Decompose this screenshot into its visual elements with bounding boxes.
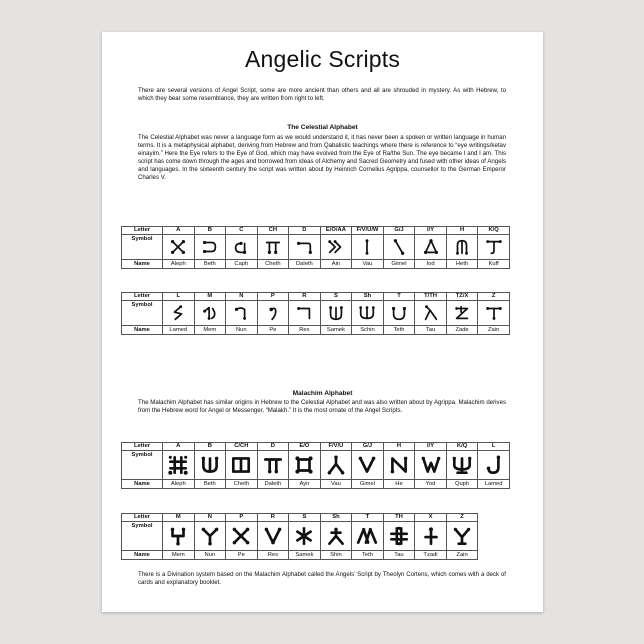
letter-cell: Z [446,514,478,522]
u-bar-icon [199,454,221,476]
name-cell: Tau [415,326,447,335]
malachim-table-2 [121,513,510,560]
letter-cell: N [226,293,258,301]
name-cell: Tau [383,551,415,560]
letter-row-label: Letter [122,443,163,451]
letter-row [122,443,510,451]
r-angle-icon [295,304,313,322]
letter-cell: E/O [289,443,321,451]
symbol-row-label: Symbol [122,522,163,551]
letter-cell: L [163,293,195,301]
letter-cell: E/O/AA [320,227,352,235]
name-cell: Beth [194,260,226,269]
celestial-table-2 [121,292,510,335]
letter-cell: G/J [352,443,384,451]
double-box-icon [230,454,252,476]
vertical-bar-icon [358,238,376,256]
name-cell: Cheth [226,480,258,489]
triangle-dots-icon [422,238,440,256]
name-row [122,551,510,560]
name-cell: Ain [320,260,352,269]
letter-cell: B [194,227,226,235]
letter-cell: R [289,293,321,301]
letter-cell: F/V/U/W [352,227,384,235]
letter-cell: Z [478,293,510,301]
letter-cell: CH [257,227,289,235]
name-cell: Quph [446,480,478,489]
symbol-cell [352,451,384,480]
pi-dots-icon [264,238,282,256]
s-loop-icon [327,304,345,322]
name-row-label: Name [122,551,163,560]
z-loop-icon [485,304,503,322]
page-title: Angelic Scripts [244,46,401,72]
letter-cell: I/Y [415,443,447,451]
symbol-row-label: Symbol [122,301,163,326]
name-cell: Gimel [383,260,415,269]
trident-icon [358,304,376,322]
v-hook-icon [356,454,378,476]
symbol-cell [352,301,384,326]
letter-cell: D [289,227,321,235]
name-row-label: Name [122,260,163,269]
symbol-cell [194,451,226,480]
symbol-cell [226,235,258,260]
name-cell: Teth [352,551,384,560]
zigzag-icon [169,304,187,322]
name-cell: Vau [352,260,384,269]
celestial-table-1 [121,226,510,269]
letter-cell: K/Q [478,227,510,235]
symbol-cell [415,301,447,326]
empty-cell [478,522,510,551]
letter-cell: C/CH [226,443,258,451]
name-cell: Mem [163,551,195,560]
letter-cell: H [446,227,478,235]
lambda-foot-icon [325,454,347,476]
name-cell: Daleth [289,260,321,269]
symbol-cell [226,451,258,480]
symbol-cell [257,451,289,480]
name-cell: Kuff [478,260,510,269]
name-cell: Zain [446,551,478,560]
double-slash-icon [327,238,345,256]
letter-cell: N [194,514,226,522]
letter-cell: TZ/X [446,293,478,301]
symbol-cell [163,301,195,326]
name-cell: Schin [352,326,384,335]
symbol-cell [289,451,321,480]
symbol-cell [257,301,289,326]
celestial-paragraph: The Celestial Alphabet was never a language form as we would understand it, it has never been a spoken or written language in human terms. It is a metaphysical alphabet, deriving from Hebrew and from Qabalistic teachings where there is reference to “eye writings/ketav einayim.” Here the Eye refers to the Eye of God, which may have evolved from the Eye of Ra/the Sun. The eye became I and I am. This script has come down through the ages and borrowed from ideas of Alchemy and Sacred Geometry and fused with other ideas of Angels and languages. In the sixteenth century the script was written about by Heinrich Cornelius Agrippa, counsellor to the German Emperor Charles V. [138,134,506,182]
letter-row [122,514,510,522]
symbol-cell [446,235,478,260]
symbol-cell [289,235,321,260]
name-row-label: Name [122,326,163,335]
name-cell: Res [289,326,321,335]
name-cell: Mem [194,326,226,335]
letter-row-label: Letter [122,514,163,522]
empty-cell [478,551,510,560]
m-hook-icon [201,304,219,322]
symbol-cell [226,522,258,551]
symbol-cell [352,522,384,551]
symbol-row [122,451,510,480]
symbol-cell [257,235,289,260]
w-fork-icon [420,454,442,476]
symbol-row-label: Symbol [122,451,163,480]
intro-paragraph: There are several versions of Angel Script, some are more ancient than others and all are shrouded in mystery. As with Hebrew, to which they bear some resemblance, they are written from right to left. [138,87,506,103]
symbol-cell [257,522,289,551]
slash-dot-icon [390,238,408,256]
symbol-cell [478,301,510,326]
symbol-cell [320,451,352,480]
name-cell: He [383,480,415,489]
asterisk-icon [293,525,315,547]
letter-cell: K/Q [446,443,478,451]
name-cell: Res [257,551,289,560]
name-row [122,480,510,489]
celestial-heading: The Celestial Alphabet [287,124,358,131]
letter-cell: H [383,443,415,451]
name-cell: Beth [194,480,226,489]
symbol-cell [226,301,258,326]
name-cell: Gimel [352,480,384,489]
name-cell: Aleph [163,260,195,269]
symbol-cell [383,522,415,551]
letter-cell: T/TH [415,293,447,301]
h-pin-icon [167,525,189,547]
letter-cell: I/Y [415,227,447,235]
symbol-cell [194,522,226,551]
letter-cell: C [226,227,258,235]
symbol-cell [478,235,510,260]
symbol-cell [383,301,415,326]
letter-cell: Sh [320,514,352,522]
symbol-row [122,522,510,551]
letter-cell: Sh [352,293,384,301]
symbol-cell [194,235,226,260]
name-cell: Aleph [163,480,195,489]
symbol-cell [163,451,195,480]
letter-cell: TH [383,514,415,522]
letter-cell: G/J [383,227,415,235]
y-pin-icon [199,525,221,547]
letter-cell: F/V/U [320,443,352,451]
hook-bar-icon [295,238,313,256]
name-cell: Nun [226,326,258,335]
letter-row [122,227,510,235]
pi-icon [262,454,284,476]
name-cell: Lamed [478,480,510,489]
name-row [122,326,510,335]
malachim-table-1 [121,442,510,489]
malachim-heading: Malachim Alphabet [292,390,353,397]
letter-row-label: Letter [122,293,163,301]
cross-dots-icon [169,238,187,256]
cross-dot-icon [420,525,442,547]
symbol-cell [415,235,447,260]
name-cell: Zain [478,326,510,335]
name-cell: Shin [320,551,352,560]
c-hook-icon [232,238,250,256]
symbol-cell [163,235,195,260]
n-slash-icon [388,454,410,476]
trident-base-icon [451,454,473,476]
name-cell: Daleth [257,480,289,489]
name-cell: Nun [194,551,226,560]
empty-cell [478,514,510,522]
letter-cell: T [383,293,415,301]
symbol-cell [289,301,321,326]
symbol-cell [289,522,321,551]
letter-cell: P [257,293,289,301]
name-row [122,260,510,269]
symbol-row-label: Symbol [122,235,163,260]
symbol-cell [383,235,415,260]
footer-paragraph: There is a Divination system based on the Malachim Alphabet called the Angels’ Script by Theolyn Cortens, which comes with a deck of cards and explanatory booklet. [138,571,506,587]
n-loop-icon [232,304,250,322]
fork-bar-icon [325,525,347,547]
name-cell: Pe [257,326,289,335]
symbol-cell [478,451,510,480]
letter-cell: M [163,514,195,522]
name-row-label: Name [122,480,163,489]
letter-cell: D [257,443,289,451]
letter-cell: M [194,293,226,301]
name-cell: Tzadi [415,551,447,560]
letter-cell: L [478,443,510,451]
symbol-cell [194,301,226,326]
letter-cell: P [226,514,258,522]
letter-cell: S [289,514,321,522]
symbol-row [122,301,510,326]
symbol-cell [383,451,415,480]
name-cell: Caph [226,260,258,269]
symbol-cell [320,235,352,260]
y-fork-icon [451,525,473,547]
grid-bars-icon [167,454,189,476]
symbol-cell [163,522,195,551]
symbol-cell [320,301,352,326]
name-cell: Yod [415,480,447,489]
v-pin-icon [262,525,284,547]
x-pin-icon [230,525,252,547]
name-cell: Cheth [257,260,289,269]
letter-cell: R [257,514,289,522]
j-hook-icon [483,454,505,476]
name-cell: Ayn [289,480,321,489]
letter-cell: T [352,514,384,522]
t-hook-icon [485,238,503,256]
name-cell: Zade [446,326,478,335]
symbol-cell [415,522,447,551]
poster [102,32,543,612]
square-dots-icon [293,454,315,476]
symbol-cell [352,235,384,260]
letter-cell: A [163,227,195,235]
name-cell: Samek [289,551,321,560]
name-cell: Samek [320,326,352,335]
symbol-cell [446,522,478,551]
symbol-row [122,235,510,260]
letter-cell: X [415,514,447,522]
letter-row [122,293,510,301]
malachim-paragraph: The Malachim Alphabet has similar origins in Hebrew to the Celestial Alphabet and was also written about by Agrippa. Malachim derives from the Hebrew word for Angel or Messenger, “Malakh.” It is the most ornate of the Angel Scripts. [138,399,506,415]
letter-row-label: Letter [122,227,163,235]
hash-cross-icon [388,525,410,547]
double-lambda-icon [356,525,378,547]
u-cup-icon [390,304,408,322]
lambda-icon [422,304,440,322]
symbol-cell [446,451,478,480]
arch-dots-icon [453,238,471,256]
p-curl-icon [264,304,282,322]
name-cell: Iod [415,260,447,269]
name-cell: Pe [226,551,258,560]
letter-cell: B [194,443,226,451]
hook-dots-icon [201,238,219,256]
symbol-cell [320,522,352,551]
letter-cell: S [320,293,352,301]
name-cell: Heth [446,260,478,269]
name-cell: Lamed [163,326,195,335]
letter-cell: A [163,443,195,451]
symbol-cell [415,451,447,480]
name-cell: Vau [320,480,352,489]
z-cross-icon [453,304,471,322]
symbol-cell [446,301,478,326]
name-cell: Teth [383,326,415,335]
